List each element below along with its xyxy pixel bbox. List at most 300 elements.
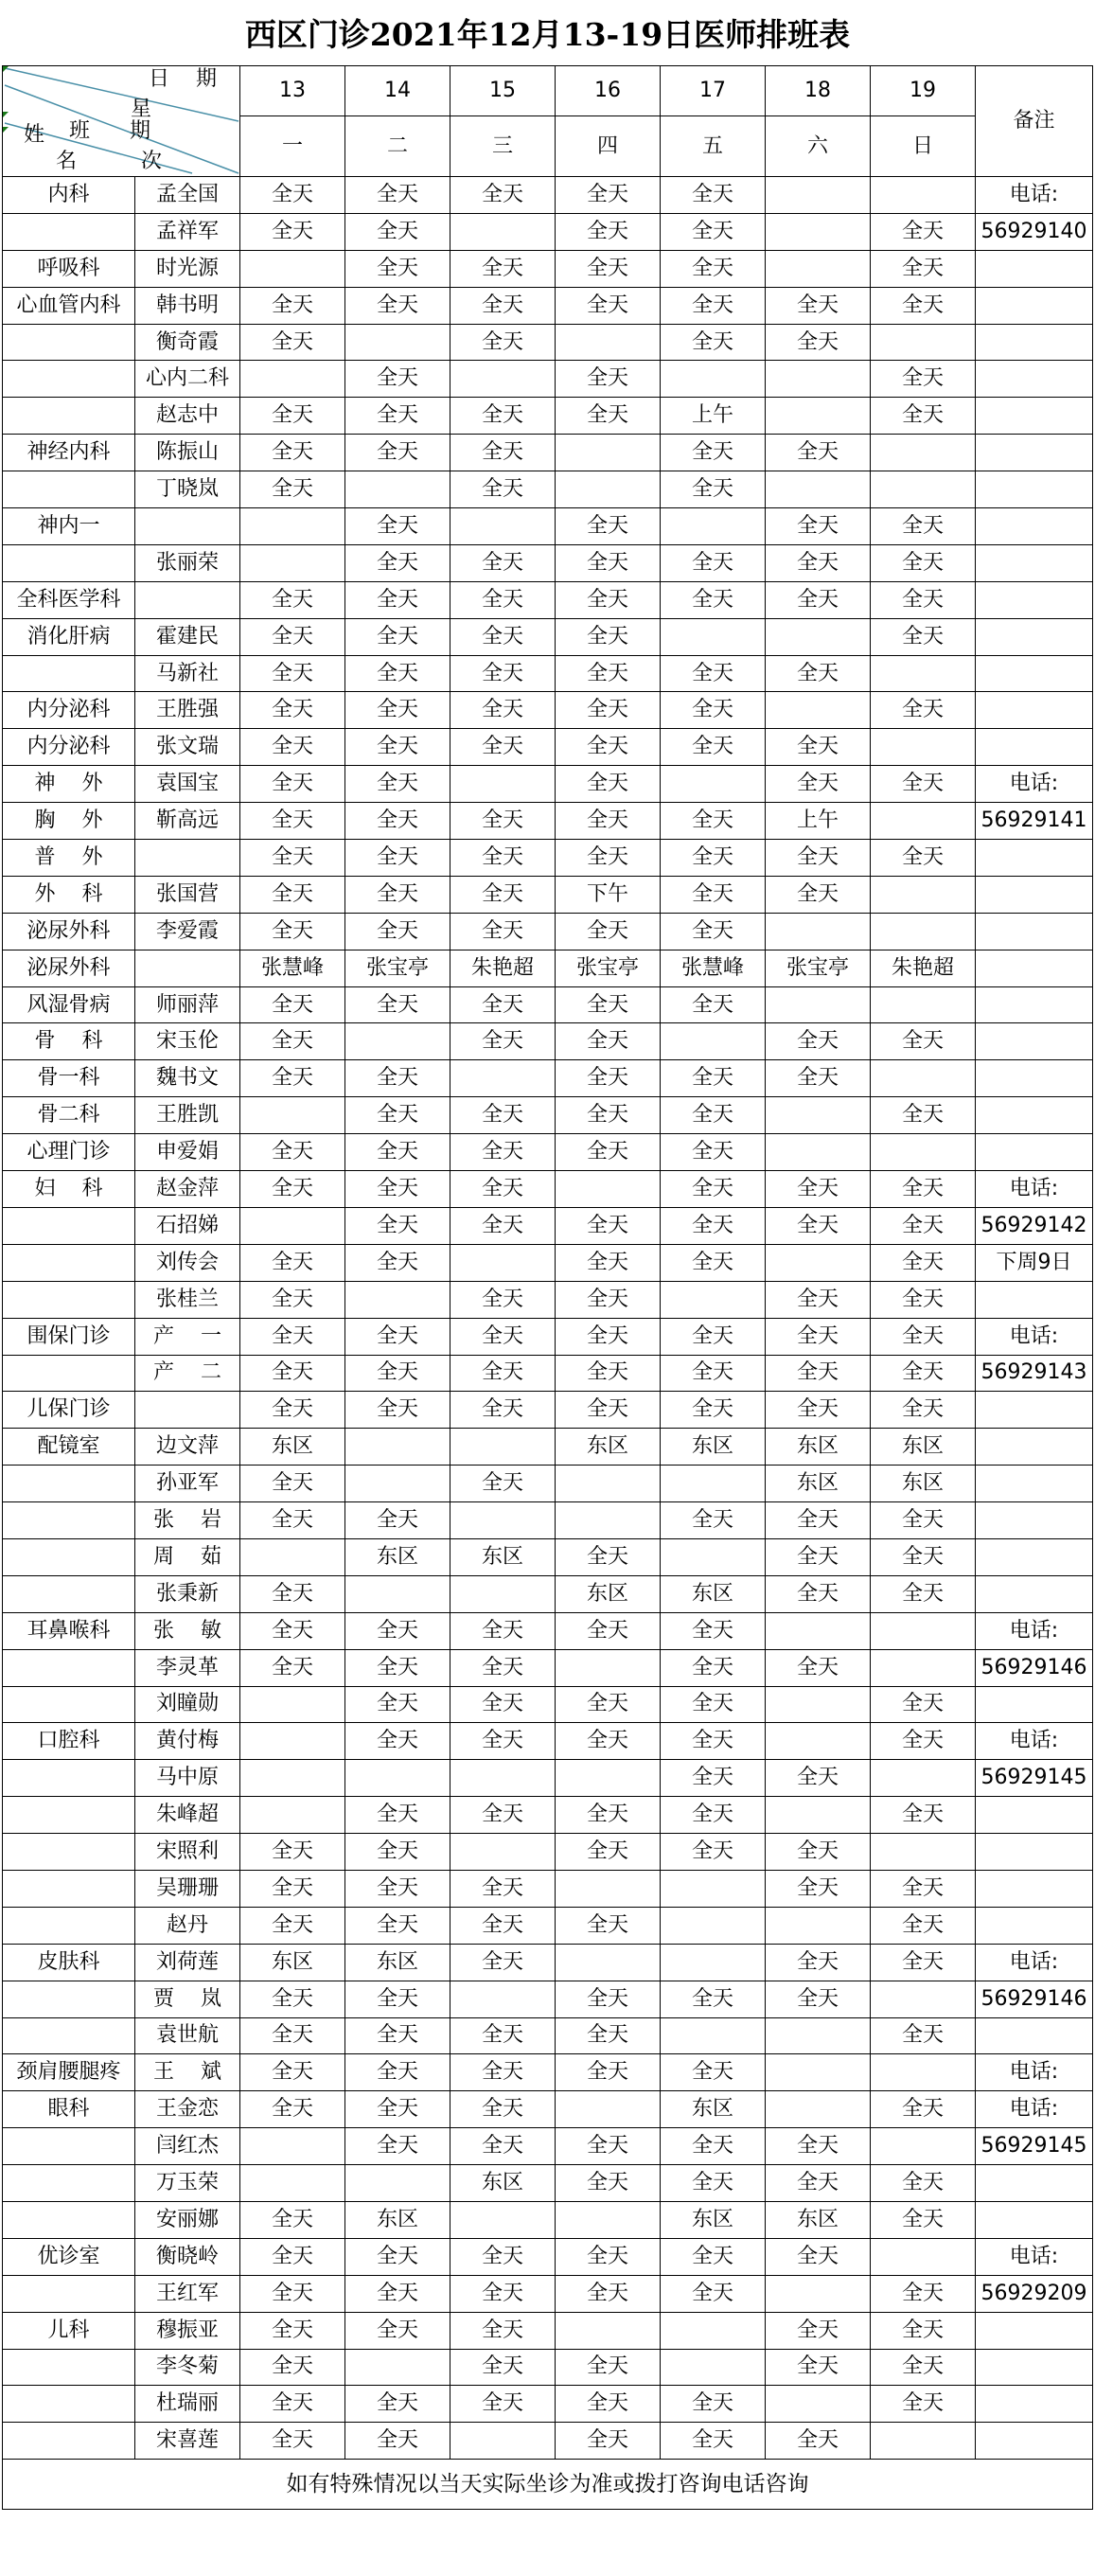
doctor-name-cell: 张秉新 bbox=[135, 1575, 240, 1612]
shift-cell bbox=[450, 1981, 556, 2017]
shift-cell: 全天 bbox=[240, 435, 345, 471]
shift-cell: 张慧峰 bbox=[240, 950, 345, 986]
doctor-name-cell: 张丽荣 bbox=[135, 544, 240, 581]
shift-cell: 全天 bbox=[240, 1318, 345, 1355]
shift-cell: 全天 bbox=[556, 213, 661, 250]
department-cell: 心血管内科 bbox=[3, 287, 135, 324]
shift-cell bbox=[240, 1797, 345, 1834]
shift-cell: 全天 bbox=[240, 324, 345, 361]
shift-cell: 全天 bbox=[240, 840, 345, 877]
shift-cell: 全天 bbox=[556, 803, 661, 840]
shift-cell: 全天 bbox=[766, 1575, 871, 1612]
shift-cell: 全天 bbox=[661, 1797, 766, 1834]
shift-cell: 全天 bbox=[240, 2275, 345, 2312]
shift-cell: 全天 bbox=[871, 1023, 976, 1060]
date-header: 13 bbox=[240, 66, 345, 116]
schedule-table bbox=[2, 65, 1093, 2510]
department-cell: 泌尿外科 bbox=[3, 950, 135, 986]
shift-cell: 全天 bbox=[450, 1723, 556, 1760]
shift-cell: 全天 bbox=[556, 1207, 661, 1244]
doctor-name-cell: 靳高远 bbox=[135, 803, 240, 840]
shift-cell: 全天 bbox=[345, 1171, 450, 1208]
shift-cell: 全天 bbox=[450, 1171, 556, 1208]
table-row bbox=[3, 618, 1093, 655]
table-row bbox=[3, 2017, 1093, 2054]
department-cell bbox=[3, 2423, 135, 2460]
table-row bbox=[3, 1981, 1093, 2017]
shift-cell bbox=[661, 1538, 766, 1575]
shift-cell: 全天 bbox=[766, 1318, 871, 1355]
shift-cell bbox=[766, 618, 871, 655]
doctor-name-cell: 产 二 bbox=[135, 1355, 240, 1392]
shift-cell bbox=[556, 1171, 661, 1208]
shift-cell bbox=[871, 324, 976, 361]
shift-cell bbox=[871, 1834, 976, 1871]
shift-cell: 全天 bbox=[661, 913, 766, 950]
shift-cell: 全天 bbox=[556, 655, 661, 692]
shift-cell: 全天 bbox=[871, 1207, 976, 1244]
shift-cell: 全天 bbox=[345, 1502, 450, 1539]
shift-cell: 全天 bbox=[345, 2423, 450, 2460]
shift-cell: 全天 bbox=[766, 1171, 871, 1208]
shift-cell bbox=[766, 1244, 871, 1281]
doctor-name-cell: 穆振亚 bbox=[135, 2312, 240, 2349]
remark-cell bbox=[976, 2165, 1093, 2202]
shift-cell bbox=[450, 1834, 556, 1871]
shift-cell: 张宝亭 bbox=[345, 950, 450, 986]
corner-shift-label: 班 期 bbox=[69, 119, 150, 143]
marker-triangle-3 bbox=[3, 127, 9, 133]
shift-cell bbox=[450, 766, 556, 803]
shift-cell: 全天 bbox=[661, 2054, 766, 2091]
shift-cell: 全天 bbox=[766, 1649, 871, 1686]
shift-cell: 全天 bbox=[766, 1502, 871, 1539]
doctor-name-cell: 赵志中 bbox=[135, 398, 240, 435]
department-cell: 神内一 bbox=[3, 508, 135, 545]
table-row bbox=[3, 435, 1093, 471]
shift-cell bbox=[661, 1870, 766, 1907]
shift-cell bbox=[766, 2054, 871, 2091]
shift-cell: 全天 bbox=[450, 1097, 556, 1134]
shift-cell: 全天 bbox=[240, 1502, 345, 1539]
shift-cell: 东区 bbox=[871, 1429, 976, 1466]
shift-cell: 全天 bbox=[661, 471, 766, 508]
shift-cell: 全天 bbox=[766, 729, 871, 766]
shift-cell: 全天 bbox=[556, 1134, 661, 1171]
department-cell bbox=[3, 1466, 135, 1502]
shift-cell bbox=[240, 361, 345, 398]
shift-cell: 全天 bbox=[345, 1834, 450, 1871]
shift-cell bbox=[661, 1944, 766, 1981]
shift-cell: 东区 bbox=[450, 1538, 556, 1575]
shift-cell: 全天 bbox=[345, 287, 450, 324]
shift-cell: 全天 bbox=[240, 2201, 345, 2238]
shift-cell bbox=[871, 2128, 976, 2165]
shift-cell: 全天 bbox=[766, 1281, 871, 1318]
shift-cell: 全天 bbox=[556, 1538, 661, 1575]
shift-cell bbox=[556, 2312, 661, 2349]
shift-cell bbox=[766, 250, 871, 287]
shift-cell bbox=[661, 1281, 766, 1318]
shift-cell: 全天 bbox=[345, 361, 450, 398]
shift-cell: 全天 bbox=[871, 1797, 976, 1834]
marker-triangle-1 bbox=[3, 66, 9, 72]
shift-cell: 东区 bbox=[661, 2201, 766, 2238]
doctor-name-cell: 师丽萍 bbox=[135, 986, 240, 1023]
shift-cell bbox=[240, 1760, 345, 1797]
department-cell bbox=[3, 1981, 135, 2017]
date-header: 16 bbox=[556, 66, 661, 116]
department-cell: 胸 外 bbox=[3, 803, 135, 840]
doctor-name-cell bbox=[135, 840, 240, 877]
shift-cell: 全天 bbox=[450, 1207, 556, 1244]
shift-cell: 全天 bbox=[766, 2349, 871, 2386]
shift-cell bbox=[345, 1281, 450, 1318]
shift-cell: 全天 bbox=[766, 840, 871, 877]
shift-cell bbox=[556, 471, 661, 508]
shift-cell: 全天 bbox=[450, 913, 556, 950]
department-cell bbox=[3, 2201, 135, 2238]
shift-cell: 全天 bbox=[871, 1575, 976, 1612]
footer-row bbox=[3, 2460, 1093, 2510]
shift-cell: 全天 bbox=[450, 1686, 556, 1723]
department-cell bbox=[3, 2275, 135, 2312]
doctor-name-cell: 李灵革 bbox=[135, 1649, 240, 1686]
shift-cell bbox=[871, 471, 976, 508]
shift-cell: 全天 bbox=[240, 2238, 345, 2275]
shift-cell: 全天 bbox=[766, 2128, 871, 2165]
shift-cell: 全天 bbox=[766, 2423, 871, 2460]
shift-cell: 全天 bbox=[240, 1612, 345, 1649]
shift-cell: 全天 bbox=[240, 2423, 345, 2460]
shift-cell bbox=[871, 177, 976, 214]
shift-cell: 全天 bbox=[661, 1649, 766, 1686]
shift-cell: 全天 bbox=[661, 1612, 766, 1649]
doctor-name-cell: 宋照利 bbox=[135, 1834, 240, 1871]
remark-cell bbox=[976, 1870, 1093, 1907]
shift-cell: 全天 bbox=[556, 2054, 661, 2091]
shift-cell bbox=[345, 1575, 450, 1612]
doctor-name-cell bbox=[135, 581, 240, 618]
remark-cell bbox=[976, 398, 1093, 435]
shift-cell: 东区 bbox=[661, 1429, 766, 1466]
shift-cell bbox=[766, 1097, 871, 1134]
header-row-dates bbox=[3, 66, 1093, 116]
shift-cell: 全天 bbox=[345, 1981, 450, 2017]
shift-cell bbox=[345, 324, 450, 361]
shift-cell: 全天 bbox=[240, 2017, 345, 2054]
shift-cell: 全天 bbox=[345, 398, 450, 435]
table-row bbox=[3, 2275, 1093, 2312]
shift-cell bbox=[871, 2238, 976, 2275]
shift-cell: 全天 bbox=[345, 2017, 450, 2054]
table-row bbox=[3, 250, 1093, 287]
shift-cell: 全天 bbox=[871, 766, 976, 803]
shift-cell: 全天 bbox=[345, 692, 450, 729]
doctor-name-cell: 刘荷莲 bbox=[135, 1944, 240, 1981]
doctor-name-cell bbox=[135, 950, 240, 986]
shift-cell: 全天 bbox=[240, 655, 345, 692]
shift-cell: 全天 bbox=[450, 986, 556, 1023]
shift-cell: 全天 bbox=[871, 2312, 976, 2349]
shift-cell: 全天 bbox=[240, 986, 345, 1023]
shift-cell: 全天 bbox=[345, 1649, 450, 1686]
shift-cell: 全天 bbox=[450, 2386, 556, 2423]
remark-header: 备注 bbox=[976, 66, 1093, 177]
shift-cell bbox=[450, 1575, 556, 1612]
shift-cell: 全天 bbox=[450, 1318, 556, 1355]
table-row bbox=[3, 581, 1093, 618]
shift-cell: 全天 bbox=[345, 1907, 450, 1944]
shift-cell: 全天 bbox=[345, 1797, 450, 1834]
shift-cell: 全天 bbox=[661, 544, 766, 581]
shift-cell: 全天 bbox=[871, 2275, 976, 2312]
shift-cell: 全天 bbox=[240, 2054, 345, 2091]
department-cell: 骨一科 bbox=[3, 1060, 135, 1097]
doctor-name-cell: 刘瞳勋 bbox=[135, 1686, 240, 1723]
shift-cell: 上午 bbox=[661, 398, 766, 435]
remark-cell: 56929209 bbox=[976, 2275, 1093, 2312]
shift-cell: 全天 bbox=[345, 213, 450, 250]
shift-cell: 全天 bbox=[345, 876, 450, 913]
shift-cell: 全天 bbox=[871, 1686, 976, 1723]
shift-cell: 全天 bbox=[556, 1797, 661, 1834]
corner-name-label: 姓 bbox=[24, 123, 45, 147]
shift-cell: 全天 bbox=[661, 840, 766, 877]
doctor-name-cell: 宋喜莲 bbox=[135, 2423, 240, 2460]
department-cell bbox=[3, 2128, 135, 2165]
department-cell bbox=[3, 1907, 135, 1944]
shift-cell: 全天 bbox=[345, 986, 450, 1023]
shift-cell: 全天 bbox=[661, 287, 766, 324]
shift-cell bbox=[450, 508, 556, 545]
shift-cell: 全天 bbox=[240, 177, 345, 214]
date-header: 18 bbox=[766, 66, 871, 116]
doctor-name-cell: 宋玉伦 bbox=[135, 1023, 240, 1060]
remark-cell bbox=[976, 581, 1093, 618]
shift-cell: 全天 bbox=[450, 729, 556, 766]
shift-cell: 全天 bbox=[450, 2349, 556, 2386]
table-row bbox=[3, 1134, 1093, 1171]
shift-cell: 全天 bbox=[240, 1392, 345, 1429]
department-cell bbox=[3, 1649, 135, 1686]
shift-cell: 全天 bbox=[766, 508, 871, 545]
shift-cell: 全天 bbox=[556, 840, 661, 877]
shift-cell: 全天 bbox=[661, 1318, 766, 1355]
remark-cell bbox=[976, 1834, 1093, 1871]
shift-cell: 东区 bbox=[661, 2091, 766, 2128]
shift-cell bbox=[766, 2091, 871, 2128]
shift-cell: 全天 bbox=[345, 618, 450, 655]
department-cell bbox=[3, 1207, 135, 1244]
shift-cell: 全天 bbox=[766, 1207, 871, 1244]
shift-cell: 全天 bbox=[240, 1907, 345, 1944]
department-cell: 内分泌科 bbox=[3, 692, 135, 729]
table-row bbox=[3, 1392, 1093, 1429]
shift-cell: 全天 bbox=[240, 1023, 345, 1060]
shift-cell: 全天 bbox=[556, 2386, 661, 2423]
remark-cell: 56929143 bbox=[976, 1355, 1093, 1392]
shift-cell: 全天 bbox=[556, 1060, 661, 1097]
table-row bbox=[3, 1466, 1093, 1502]
shift-cell: 全天 bbox=[450, 1134, 556, 1171]
shift-cell: 全天 bbox=[240, 1244, 345, 1281]
shift-cell bbox=[871, 1649, 976, 1686]
shift-cell: 全天 bbox=[450, 1649, 556, 1686]
table-row bbox=[3, 692, 1093, 729]
department-cell bbox=[3, 1281, 135, 1318]
remark-cell bbox=[976, 1686, 1093, 1723]
doctor-name-cell: 孟祥军 bbox=[135, 213, 240, 250]
shift-cell bbox=[871, 1760, 976, 1797]
weekday-header: 三 bbox=[450, 116, 556, 177]
shift-cell: 全天 bbox=[556, 2349, 661, 2386]
shift-cell bbox=[556, 2201, 661, 2238]
shift-cell bbox=[766, 1907, 871, 1944]
table-row bbox=[3, 2201, 1093, 2238]
shift-cell: 全天 bbox=[871, 1392, 976, 1429]
shift-cell: 全天 bbox=[871, 508, 976, 545]
shift-cell: 全天 bbox=[240, 2312, 345, 2349]
department-cell bbox=[3, 2165, 135, 2202]
doctor-name-cell: 王红军 bbox=[135, 2275, 240, 2312]
shift-cell: 全天 bbox=[556, 618, 661, 655]
doctor-name-cell: 张国营 bbox=[135, 876, 240, 913]
doctor-name-cell: 马新社 bbox=[135, 655, 240, 692]
doctor-name-cell: 心内二科 bbox=[135, 361, 240, 398]
shift-cell: 全天 bbox=[450, 618, 556, 655]
shift-cell: 全天 bbox=[345, 1686, 450, 1723]
shift-cell: 全天 bbox=[766, 876, 871, 913]
doctor-name-cell: 产 一 bbox=[135, 1318, 240, 1355]
doctor-name-cell: 陈振山 bbox=[135, 435, 240, 471]
doctor-name-cell: 李爱霞 bbox=[135, 913, 240, 950]
shift-cell: 全天 bbox=[871, 1355, 976, 1392]
shift-cell: 全天 bbox=[240, 1171, 345, 1208]
shift-cell: 全天 bbox=[240, 1060, 345, 1097]
table-row bbox=[3, 213, 1093, 250]
shift-cell: 全天 bbox=[766, 324, 871, 361]
shift-cell: 全天 bbox=[240, 1981, 345, 2017]
doctor-name-cell: 赵丹 bbox=[135, 1907, 240, 1944]
table-row bbox=[3, 950, 1093, 986]
shift-cell: 全天 bbox=[345, 803, 450, 840]
shift-cell: 全天 bbox=[240, 766, 345, 803]
shift-cell: 全天 bbox=[240, 1649, 345, 1686]
date-header: 14 bbox=[345, 66, 450, 116]
shift-cell bbox=[871, 2423, 976, 2460]
remark-cell: 电话: bbox=[976, 1612, 1093, 1649]
weekday-header: 二 bbox=[345, 116, 450, 177]
department-cell: 内分泌科 bbox=[3, 729, 135, 766]
shift-cell bbox=[240, 1686, 345, 1723]
shift-cell: 全天 bbox=[766, 1870, 871, 1907]
shift-cell bbox=[766, 1134, 871, 1171]
shift-cell: 全天 bbox=[450, 324, 556, 361]
shift-cell: 全天 bbox=[661, 2275, 766, 2312]
shift-cell: 全天 bbox=[450, 2275, 556, 2312]
shift-cell: 全天 bbox=[661, 2386, 766, 2423]
doctor-name-cell bbox=[135, 1392, 240, 1429]
department-cell bbox=[3, 324, 135, 361]
shift-cell bbox=[766, 177, 871, 214]
remark-cell bbox=[976, 913, 1093, 950]
shift-cell: 全天 bbox=[345, 544, 450, 581]
remark-cell bbox=[976, 2349, 1093, 2386]
corner-ci-label: 次 bbox=[141, 150, 163, 173]
shift-cell: 全天 bbox=[345, 1060, 450, 1097]
shift-cell: 全天 bbox=[766, 435, 871, 471]
shift-cell: 全天 bbox=[871, 581, 976, 618]
shift-cell: 全天 bbox=[661, 2423, 766, 2460]
shift-cell: 全天 bbox=[240, 913, 345, 950]
shift-cell: 全天 bbox=[345, 1318, 450, 1355]
doctor-name-cell: 袁世航 bbox=[135, 2017, 240, 2054]
shift-cell: 全天 bbox=[556, 2275, 661, 2312]
table-row bbox=[3, 1429, 1093, 1466]
shift-cell: 全天 bbox=[240, 1834, 345, 1871]
shift-cell bbox=[766, 1797, 871, 1834]
table-row bbox=[3, 324, 1093, 361]
shift-cell: 全天 bbox=[345, 1612, 450, 1649]
department-cell: 配镜室 bbox=[3, 1429, 135, 1466]
shift-cell: 全天 bbox=[766, 1355, 871, 1392]
doctor-name-cell: 申爱娟 bbox=[135, 1134, 240, 1171]
shift-cell bbox=[661, 1023, 766, 1060]
shift-cell: 全天 bbox=[871, 2017, 976, 2054]
shift-cell: 全天 bbox=[661, 1723, 766, 1760]
department-cell bbox=[3, 1538, 135, 1575]
page-title: 西区门诊2021年12月13-19日医师排班表 bbox=[244, 16, 851, 53]
shift-cell bbox=[871, 913, 976, 950]
shift-cell: 全天 bbox=[766, 1060, 871, 1097]
shift-cell: 全天 bbox=[766, 1023, 871, 1060]
shift-cell: 全天 bbox=[871, 544, 976, 581]
shift-cell bbox=[871, 803, 976, 840]
shift-cell bbox=[661, 2017, 766, 2054]
shift-cell: 全天 bbox=[450, 287, 556, 324]
shift-cell: 全天 bbox=[661, 1834, 766, 1871]
shift-cell: 东区 bbox=[871, 1466, 976, 1502]
shift-cell: 全天 bbox=[556, 1023, 661, 1060]
remark-cell bbox=[976, 471, 1093, 508]
shift-cell: 全天 bbox=[345, 2091, 450, 2128]
remark-cell bbox=[976, 986, 1093, 1023]
table-row bbox=[3, 803, 1093, 840]
shift-cell bbox=[871, 1060, 976, 1097]
shift-cell: 全天 bbox=[450, 177, 556, 214]
table-row bbox=[3, 1834, 1093, 1871]
table-row bbox=[3, 2091, 1093, 2128]
weekday-header: 一 bbox=[240, 116, 345, 177]
table-row bbox=[3, 398, 1093, 435]
shift-cell bbox=[345, 1023, 450, 1060]
doctor-name-cell: 衡晓岭 bbox=[135, 2238, 240, 2275]
shift-cell bbox=[556, 435, 661, 471]
remark-cell: 电话: bbox=[976, 766, 1093, 803]
shift-cell: 全天 bbox=[661, 2165, 766, 2202]
shift-cell: 全天 bbox=[556, 177, 661, 214]
remark-cell bbox=[976, 1392, 1093, 1429]
shift-cell: 全天 bbox=[871, 2386, 976, 2423]
shift-cell bbox=[766, 361, 871, 398]
shift-cell bbox=[556, 1870, 661, 1907]
table-row bbox=[3, 1649, 1093, 1686]
table-row bbox=[3, 2423, 1093, 2460]
shift-cell bbox=[871, 2054, 976, 2091]
shift-cell: 全天 bbox=[661, 213, 766, 250]
shift-cell: 全天 bbox=[871, 840, 976, 877]
